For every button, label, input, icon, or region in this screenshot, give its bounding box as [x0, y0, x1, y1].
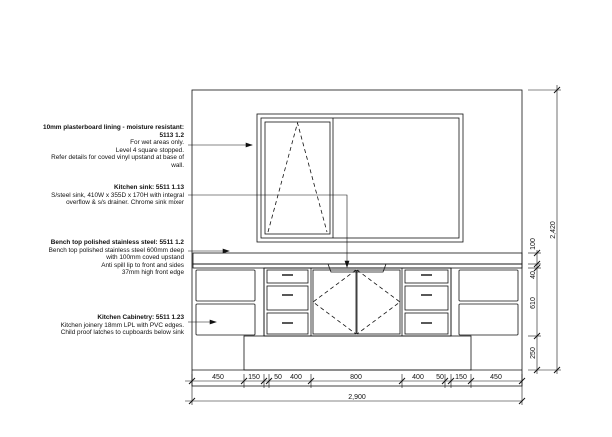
dim-label: 150 [248, 374, 260, 381]
leader-arrow [223, 249, 229, 253]
drawer-front [267, 286, 308, 310]
drawer-front [267, 270, 308, 283]
dim-label: 40 [530, 271, 537, 279]
window-opening-indicator [268, 123, 327, 232]
cupboard-door [357, 270, 400, 334]
dim-label: 450 [212, 374, 224, 381]
annotation-line: Child proof latches to cupboards below sink [60, 329, 184, 337]
annotation-title: Kitchen sink: 5511 1.13 [114, 184, 184, 191]
cupboard-door [313, 270, 356, 334]
bench-front-edge [193, 264, 522, 268]
drawer-front [405, 286, 448, 310]
dim-label: 450 [490, 374, 502, 381]
cupboard-door [459, 270, 518, 301]
cabinet-carcass [264, 268, 451, 336]
dim-label: 150 [455, 374, 467, 381]
annotation-title: Kitchen Cabinetry: 5511 1.23 [97, 314, 184, 321]
cupboard-door [459, 304, 518, 335]
dim-label: 400 [412, 374, 424, 381]
drawer-front [405, 270, 448, 283]
annotation-line: wall. [171, 161, 184, 169]
window-frame-outer [257, 114, 463, 242]
right-dimensions [528, 85, 561, 374]
annotation-line: Refer details for coved vinyl upstand at base of [51, 154, 184, 162]
dim-label: 250 [530, 347, 537, 359]
leader-arrow [210, 320, 216, 324]
leader-arrow [246, 143, 252, 147]
annotation-line: Bench top polished stainless steel 600mm deep [48, 246, 184, 254]
annotation-line: Anti spill lip to front and sides [101, 261, 184, 269]
sink-cupboard-doors [313, 270, 400, 334]
dim-label: 50 [274, 374, 282, 381]
bench-top [193, 253, 522, 268]
door-swing-indicator [357, 270, 400, 334]
annotation-line: overflow & s/s drainer. Chrome sink mixer [66, 199, 184, 207]
annotation-line: Kitchen joinery 18mm LPL with PVC edges. [60, 321, 184, 329]
right-end-cupboard [459, 270, 518, 335]
right-dimension-labels [530, 221, 557, 359]
dim-total-label: 2,900 [348, 394, 366, 401]
annotation-title-ref: 5113 1.2 [159, 131, 184, 139]
dim-label: 100 [530, 238, 537, 250]
leader-lines [188, 143, 349, 324]
door-swing-indicator [313, 270, 356, 334]
leader-kitchen-sink [188, 195, 347, 265]
cupboard-door [196, 304, 255, 335]
bottom-dimensions [185, 374, 525, 405]
annotation-line: Level 4 square stopped. [115, 146, 184, 154]
dim-total-label: 2,420 [550, 221, 557, 239]
dim-label: 50 [436, 374, 444, 381]
dim-label: 610 [530, 297, 537, 309]
annotation-line: 37mm high front edge [121, 269, 184, 277]
window [257, 114, 463, 242]
dim-label: 400 [290, 374, 302, 381]
left-end-cupboard [196, 270, 255, 335]
annotation-line: with 100mm coved upstand [106, 254, 184, 262]
plinth [244, 336, 471, 370]
annotation-title: Bench top polished stainless steel: 5511 1.2 [50, 239, 184, 246]
window-frame-inner [261, 118, 459, 238]
annotation-title: 10mm plasterboard lining - moisture resistant: [43, 124, 184, 131]
dim-label: 800 [350, 374, 362, 381]
bottom-dimension-labels [212, 374, 502, 401]
annotation-line: S/steel sink, 410W x 355D x 170H with integral [51, 191, 184, 199]
cupboard-door [196, 270, 255, 301]
window-left-sash [265, 122, 330, 234]
annotation-line: For wet areas only. [130, 139, 184, 147]
base-cabinets [264, 268, 451, 336]
bench-upstand [193, 253, 522, 264]
